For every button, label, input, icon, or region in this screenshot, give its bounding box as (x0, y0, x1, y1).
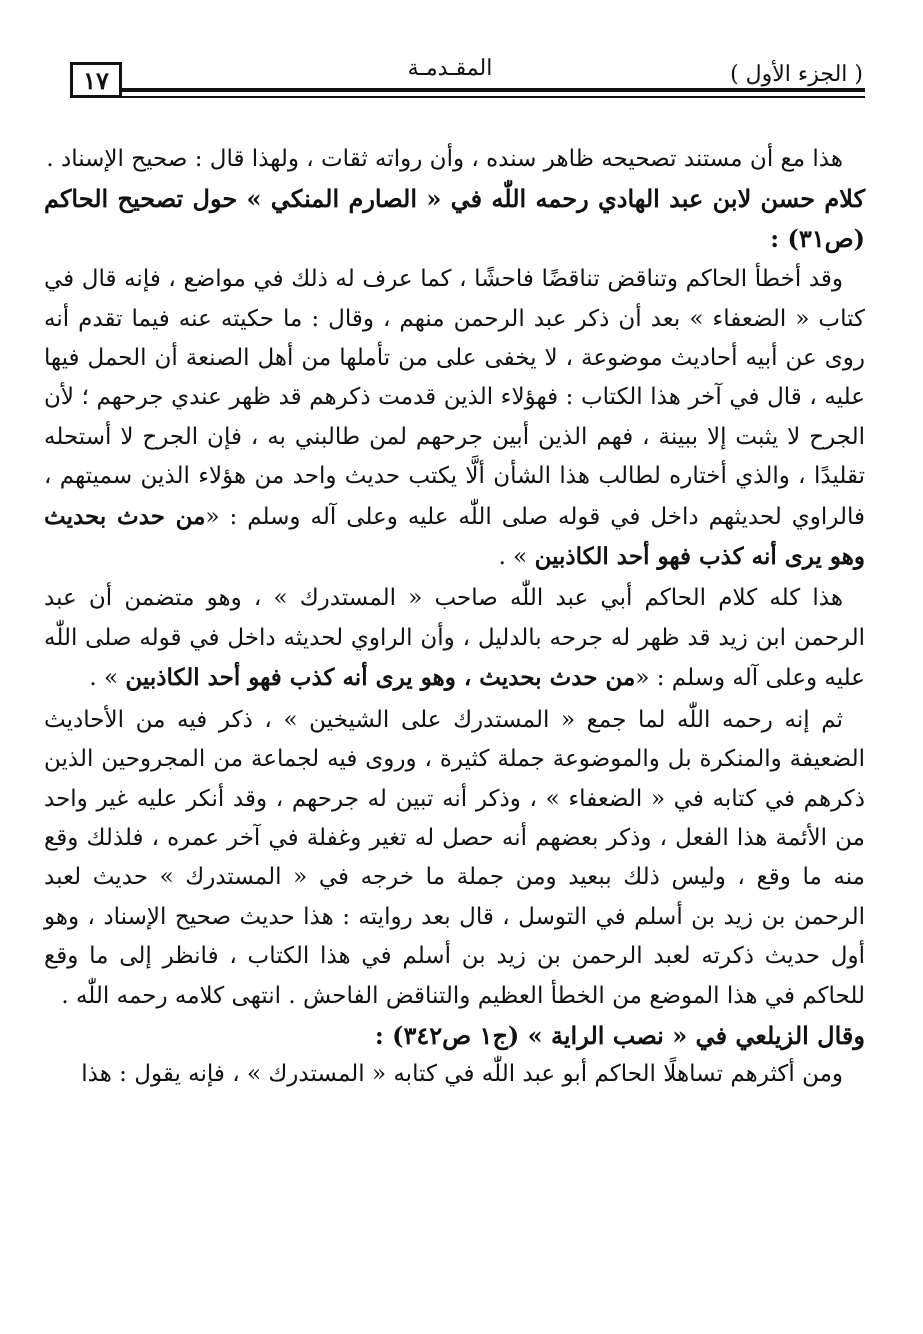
paragraph-5: ومن أكثرهم تساهلًا الحاكم أبو عبد اللّٰه في كتابه « المستدرك » ، فإنه يقول : هذا (81, 1061, 843, 1088)
paragraph-2-hadith: من حدث بحديث وهو يرى أنه كذب فهو أحد الكاذبين (44, 502, 865, 571)
paragraph-3 (44, 579, 865, 698)
paragraph-2-close: » . (498, 544, 528, 571)
paragraph-3-text: هذا كله كلام الحاكم أبي عبد اللّٰه صاحب « المستدرك » ، وهو متضمن أن عبد الرحمن ابن زيد قد ظهر له جرحه بالدليل ، وأن الراوي لحديثه داخل في قوله صلى اللّٰه عليه وعلى آله وسلم : « (44, 585, 865, 692)
paragraph-2 (44, 260, 865, 577)
body-text (44, 140, 865, 1095)
paragraph-1: هذا مع أن مستند تصحيحه ظاهر سنده ، وأن رواته ثقات ، ولهذا قال : صحيح الإسناد . (46, 146, 843, 172)
paragraph-3-close: » . (89, 665, 119, 692)
running-header-title: المقـدمـة (407, 56, 493, 81)
header-rule-thick (122, 88, 865, 92)
header-rule-thin (122, 96, 865, 98)
running-header-part: ( الجزء الأول ) (730, 62, 863, 87)
paragraph-3-hadith: من حدث بحديث ، وهو يرى أنه كذب فهو أحد الكاذبين (125, 664, 636, 692)
paragraph-2-text: وقد أخطأ الحاكم وتناقض تناقضًا فاحشًا ، كما عرف له ذلك في مواضع ، فإنه قال في كتاب « الضعفاء » بعد أن ذكر عبد الرحمن منهم ، وقال : ما حكيته عنه فيما تقدم أنه روى عن أبيه أحاديث موضوعة ، لا يخفى على من تأملها من أهل الصنعة أن الحمل فيها عليه ، قال في آخر هذا الكتاب : فهؤلاء الذين قدمت ذكرهم قد ظهر عندي جرحهم ؛ لأن الجرح لا يثبت إلا ببينة ، فهم الذين أبين جرحهم لمن طالبني به ، فإن الجرح لا أستحله تقليدًا ، والذي أختاره لطالب هذا الشأن ألَّا يكتب حديث واحد من هؤلاء الذين سميتهم ، فالراوي لحديثهم داخل في قوله صلى اللّٰه عليه وعلى آله وسلم : « (44, 266, 865, 530)
section-heading-1: كلام حسن لابن عبد الهادي رحمه اللّٰه في « الصارم المنكي » حول تصحيح الحاكم (ص٣١) : (44, 184, 865, 253)
section-heading-2: وقال الزيلعي في « نصب الراية » (ج١ ص٣٤٢) : (374, 1020, 865, 1050)
page-number: ١٧ (70, 62, 122, 98)
paragraph-4: ثم إنه رحمه اللّٰه لما جمع « المستدرك على الشيخين » ، ذكر فيه من الأحاديث الضعيفة والمنكرة بل والموضوعة جملة كثيرة ، وروى فيه لجماعة من المجروحين الذين ذكرهم في كتابه في « الضعفاء » ، وذكر أنه تبين له جرحهم ، وقد أنكر عليه غير واحد من الأئمة هذا الفعل ، وذكر بعضهم أنه حصل له تغير وغفلة في آخر عمره ، فلذلك وقع منه ما وقع ، وليس ذلك ببعيد ومن جملة ما خرجه في « المستدرك » حديث لعبد الرحمن بن زيد بن أسلم في التوسل ، قال بعد روايته : هذا حديث صحيح الإسناد ، وهو أول حديث ذكرته لعبد الرحمن بن زيد بن أسلم في هذا الكتاب ، فانظر إلى ما وقع للحاكم في هذا الموضع من الخطأ العظيم والتناقض الفاحش . انتهى كلامه رحمه اللّٰه . (44, 706, 865, 1009)
